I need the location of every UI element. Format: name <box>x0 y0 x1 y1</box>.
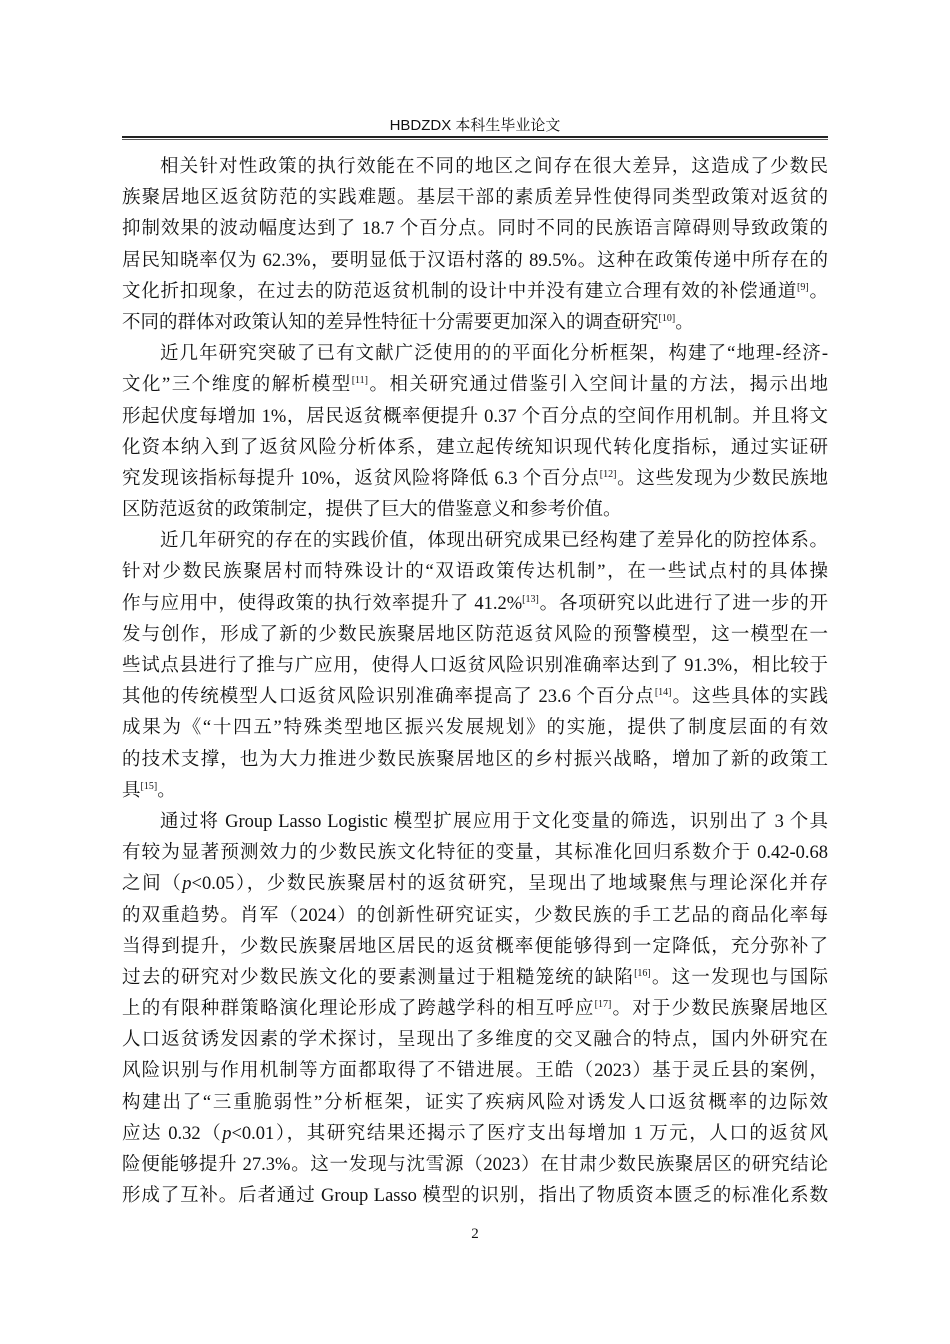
text-line <box>122 901 828 932</box>
text-line <box>122 963 828 994</box>
citation-ref: [11] <box>351 375 368 387</box>
citation-ref: [16] <box>634 967 651 979</box>
text-run: 。相关研究通过借鉴引入空间计量的方法，揭示出地 <box>368 375 828 396</box>
text-line <box>122 620 828 651</box>
citation-ref: [17] <box>594 998 612 1010</box>
text-line <box>122 464 828 495</box>
text-line <box>122 682 828 713</box>
text-line <box>122 308 828 339</box>
text-run: 近几年研究的存在的实践价值，体现出研究成果已经构建了差异化的防控体系。 <box>160 531 828 552</box>
text-line <box>122 713 828 744</box>
text-run: 构建出了“三重脆弱性”分析框架，证实了疾病风险对诱发人口返贫概率的边际效 <box>122 1092 828 1113</box>
text-line <box>122 1056 828 1087</box>
text-run: 之间（ <box>122 874 183 895</box>
text-run: 。这些发现为少数民族地 <box>616 468 828 489</box>
text-line <box>122 994 828 1025</box>
text-line <box>122 214 828 245</box>
text-run: 的双重趋势。肖军（2024）的创新性研究证实，少数民族的手工艺品的商品化率每 <box>122 905 828 926</box>
text-run: 其他的传统模型人口返贫风险识别准确率提高了 23.6 个百分点 <box>122 687 655 708</box>
text-run: 人口返贫诱发因素的学术探讨，呈现出了多维度的交叉融合的特点，国内外研究在 <box>122 1030 828 1051</box>
text-line <box>122 1150 828 1181</box>
text-run: 风险识别与作用机制等方面都取得了不错进展。王皓（2023）基于灵丘县的案例， <box>122 1061 828 1082</box>
text-line <box>122 433 828 464</box>
text-run: 。 <box>808 281 828 302</box>
text-run: 化资本纳入到了返贫风险分析体系，建立起传统知识现代转化度指标，通过实证研 <box>122 437 828 458</box>
text-run: 。这一发现也与国际 <box>650 967 828 988</box>
text-run: 。 <box>675 312 694 333</box>
citation-ref: [12] <box>599 468 617 480</box>
text-run: 究发现该指标每提升 10%，返贫风险将降低 6.3 个百分点 <box>122 468 600 489</box>
text-run: 区防范返贫的政策制定，提供了巨大的借鉴意义和参考价值。 <box>122 500 622 521</box>
text-run: 成果为《“十四五”特殊类型地区振兴发展规划》的实施，提供了制度层面的有效 <box>122 718 828 739</box>
text-line <box>122 1088 828 1119</box>
text-run: 的技术支撑，也为大力推进少数民族聚居地区的乡村振兴战略，增加了新的政策工 <box>122 749 828 770</box>
citation-ref: [15] <box>140 780 158 792</box>
citation-ref: [9] <box>797 281 809 293</box>
text-run: 相关针对性政策的执行效能在不同的地区之间存在很大差异，这造成了少数民 <box>160 157 828 177</box>
text-line <box>122 526 828 557</box>
text-line <box>122 1181 828 1212</box>
text-line <box>122 807 828 838</box>
text-run: <0.01），其研究结果还揭示了医疗支出每增加 1 万元，人口的返贫风 <box>231 1123 828 1144</box>
text-run: 应达 0.32（ <box>122 1123 223 1144</box>
text-line <box>122 339 828 370</box>
text-line <box>122 776 828 807</box>
citation-ref: [10] <box>658 312 676 324</box>
text-line <box>122 1119 828 1150</box>
text-run: 形起伏度每增加 1%，居民返贫概率便提升 0.37 个百分点的空间作用机制。并且将文 <box>122 406 828 427</box>
text-run: 近几年研究突破了已有文献广泛使用的的平面化分析框架，构建了“地理-经济- <box>160 344 828 365</box>
text-run: 抑制效果的波动幅度达到了 18.7 个百分点。同时不同的民族语言障碍则导致政策的 <box>122 219 828 240</box>
header-rule-thin <box>122 139 828 140</box>
italic-symbol: p <box>222 1123 232 1144</box>
body-text <box>122 152 828 1212</box>
text-run: 具 <box>122 780 141 801</box>
text-run: 通过将 Group Lasso Logistic 模型扩展应用于文化变量的筛选，识别出了 3 个具 <box>160 811 828 832</box>
text-run: <0.05），少数民族聚居村的返贫研究，呈现出了地域聚焦与理论深化并存 <box>191 874 828 895</box>
text-run: 文化折扣现象，在过去的防范返贫机制的设计中并没有建立合理有效的补偿通道 <box>122 281 798 302</box>
text-run: 险便能够提升 27.3%。这一发现与沈雪源（2023）在甘肃少数民族聚居区的研究结论 <box>122 1155 828 1175</box>
text-line <box>122 495 828 526</box>
citation-ref: [13] <box>522 593 539 605</box>
text-run: 作与应用中，使得政策的执行效率提升了 41.2% <box>122 593 523 614</box>
text-run: 不同的群体对政策认知的差异性特征十分需要更加深入的调查研究 <box>122 312 659 333</box>
paragraph <box>122 807 828 1212</box>
text-run: 些试点县进行了推与广应用，使得人口返贫风险识别准确率达到了 91.3%，相比较于 <box>122 656 828 676</box>
text-line <box>122 152 828 183</box>
text-run: 。对于少数民族聚居地区 <box>611 999 828 1020</box>
text-run: 针对少数民族聚居村而特殊设计的“双语政策传达机制”，在一些试点村的具体操 <box>122 562 828 583</box>
paragraph <box>122 152 828 339</box>
text-line <box>122 183 828 214</box>
text-line <box>122 402 828 433</box>
text-line <box>122 932 828 963</box>
text-line <box>122 745 828 776</box>
italic-symbol: p <box>182 874 192 895</box>
header-rule <box>122 136 828 138</box>
text-line <box>122 651 828 682</box>
text-run: 当得到提升，少数民族聚居地区居民的返贫概率便能够得到一定降低，充分弥补了 <box>122 936 828 957</box>
text-run: 族聚居地区返贫防范的实践难题。基层干部的素质差异性使得同类型政策对返贫的 <box>122 188 828 209</box>
text-line <box>122 246 828 277</box>
text-line <box>122 589 828 620</box>
text-run: 发与创作，形成了新的少数民族聚居地区防范返贫风险的预警模型，这一模型在一 <box>122 624 828 645</box>
text-run: 居民知晓率仅为 62.3%，要明显低于汉语村落的 89.5%。这种在政策传递中所存在的 <box>122 250 828 271</box>
text-line <box>122 1025 828 1056</box>
text-line <box>122 277 828 308</box>
text-run: 过去的研究对少数民族文化的要素测量过于粗糙笼统的缺陷 <box>122 967 635 988</box>
text-run: 。各项研究以此进行了进一步的开 <box>538 593 828 614</box>
page-number: 2 <box>471 1226 479 1242</box>
text-line <box>122 869 828 900</box>
text-run: 有较为显著预测效力的少数民族文化特征的变量，其标准化回归系数介于 0.42-0.68 <box>122 843 828 864</box>
text-line <box>122 838 828 869</box>
text-run: 上的有限种群策略演化理论形成了跨越学科的相互呼应 <box>122 999 595 1020</box>
text-run: 形成了互补。后者通过 Group Lasso 模型的识别，指出了物质资本匮乏的标准化系数 <box>122 1186 828 1207</box>
paragraph <box>122 339 828 526</box>
paragraph <box>122 526 828 807</box>
text-run: 。这些具体的实践 <box>671 687 828 708</box>
text-run: 。 <box>157 780 176 801</box>
running-header: HBDZDX 本科生毕业论文 <box>389 117 561 134</box>
text-line <box>122 370 828 401</box>
citation-ref: [14] <box>654 687 672 699</box>
text-line <box>122 557 828 588</box>
text-run: 文化”三个维度的解析模型 <box>122 375 352 396</box>
